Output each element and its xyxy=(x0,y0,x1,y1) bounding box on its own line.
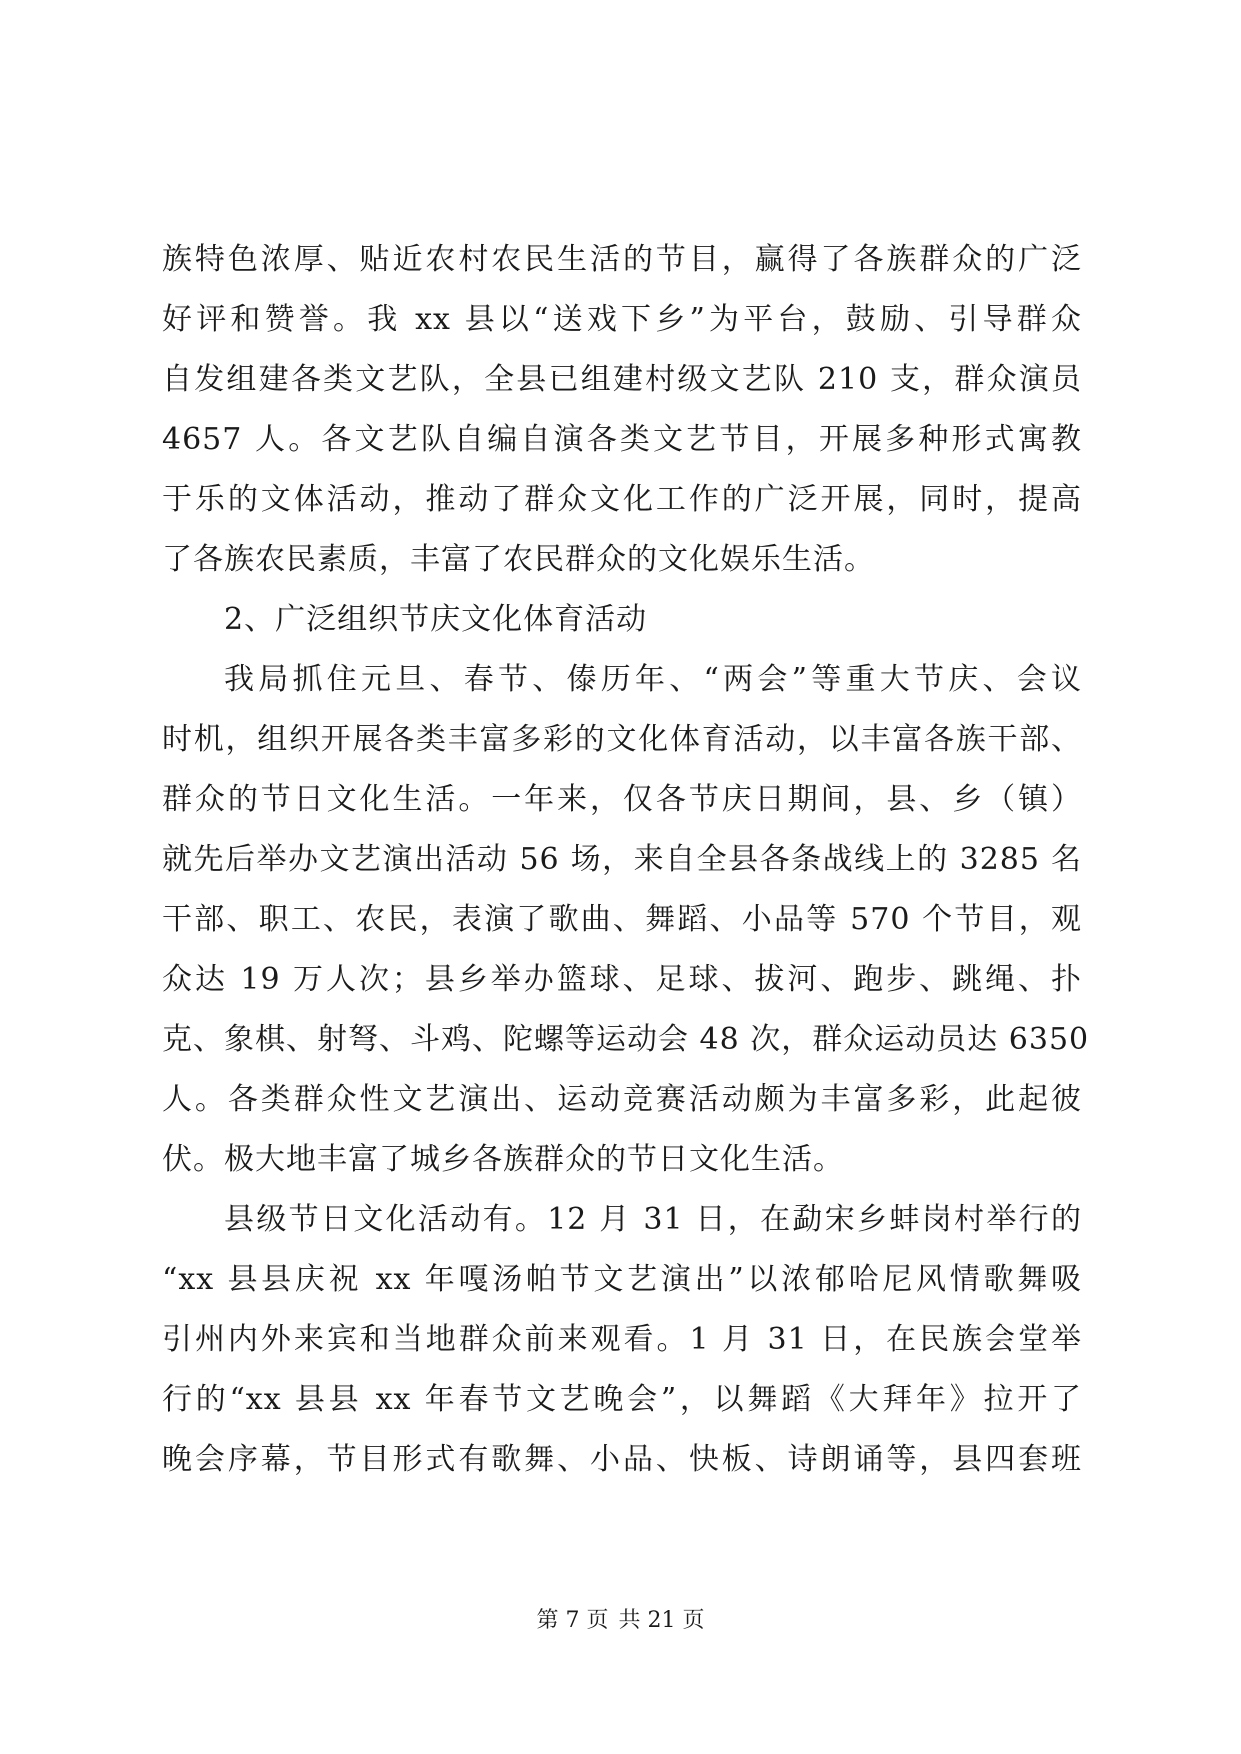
text-line: 4657 人。各文艺队自编自演各类文艺节目，开展多种形式寓教 xyxy=(162,422,1082,457)
text-line: 伏。极大地丰富了城乡各族群众的节日文化生活。 xyxy=(162,1142,844,1177)
text-line: 克、象棋、射弩、斗鸡、陀螺等运动会 48 次，群众运动员达 6350 xyxy=(162,1022,1090,1057)
text-line: 晚会序幕，节目形式有歌舞、小品、快板、诗朗诵等，县四套班 xyxy=(162,1442,1082,1477)
text-line: 人。各类群众性文艺演出、运动竞赛活动颇为丰富多彩，此起彼 xyxy=(162,1082,1082,1117)
text-line: 我局抓住元旦、春节、傣历年、“两会”等重大节庆、会议 xyxy=(224,662,1082,697)
text-line: 好评和赞誉。我 xx 县以“送戏下乡”为平台，鼓励、引导群众 xyxy=(162,302,1082,337)
text-line: 众达 19 万人次；县乡举办篮球、足球、拔河、跑步、跳绳、扑 xyxy=(162,962,1082,997)
text-line: 干部、职工、农民，表演了歌曲、舞蹈、小品等 570 个节目，观 xyxy=(162,902,1082,937)
text-line: 群众的节日文化生活。一年来，仅各节庆日期间，县、乡（镇） xyxy=(162,782,1082,817)
text-line: 行的“xx 县县 xx 年春节文艺晚会”，以舞蹈《大拜年》拉开了 xyxy=(162,1382,1082,1417)
page-footer xyxy=(0,1606,1241,1636)
text-line: 自发组建各类文艺队，全县已组建村级文艺队 210 支，群众演员 xyxy=(162,362,1082,397)
text-line: 时机，组织开展各类丰富多彩的文化体育活动，以丰富各族干部、 xyxy=(162,722,1082,757)
document-body xyxy=(162,230,1090,1490)
page-number: 第 7 页 xyxy=(536,1608,609,1633)
text-line: 了各族农民素质，丰富了农民群众的文化娱乐生活。 xyxy=(162,542,875,577)
text-line: “xx 县县庆祝 xx 年嘎汤帕节文艺演出”以浓郁哈尼风情歌舞吸 xyxy=(162,1262,1082,1297)
text-line: 于乐的文体活动，推动了群众文化工作的广泛开展，同时，提高 xyxy=(162,482,1082,517)
section-heading: 2、广泛组织节庆文化体育活动 xyxy=(224,602,648,637)
page-total: 共 21 页 xyxy=(618,1608,705,1633)
text-line: 就先后举办文艺演出活动 56 场，来自全县各条战线上的 3285 名 xyxy=(162,842,1082,877)
text-line: 引州内外来宾和当地群众前来观看。1 月 31 日，在民族会堂举 xyxy=(162,1322,1082,1357)
text-line: 县级节日文化活动有。12 月 31 日，在勐宋乡蚌岗村举行的 xyxy=(224,1202,1082,1237)
text-line: 族特色浓厚、贴近农村农民生活的节目，赢得了各族群众的广泛 xyxy=(162,242,1082,277)
